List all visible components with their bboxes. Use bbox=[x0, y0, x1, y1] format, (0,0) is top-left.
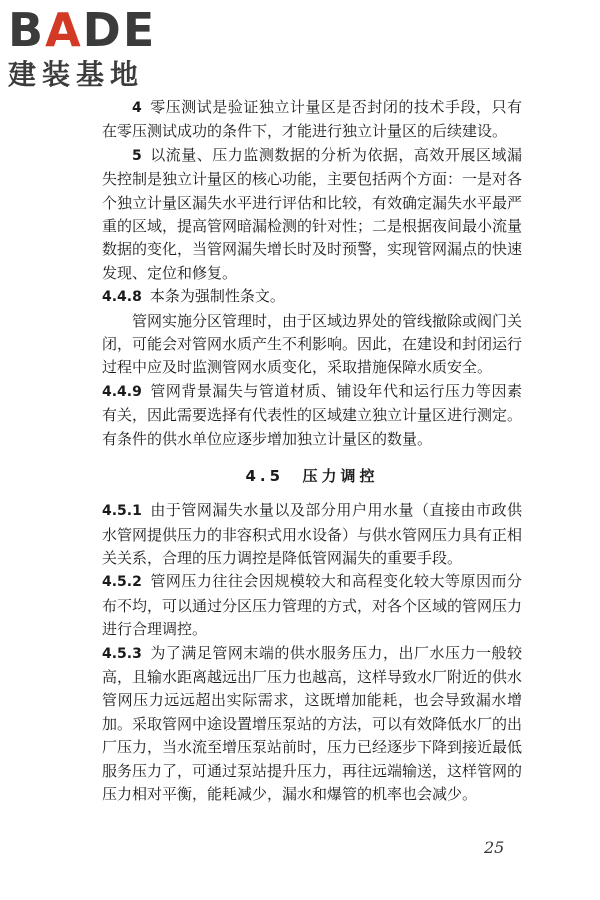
page-number: 25 bbox=[484, 838, 505, 857]
clause-4-4-8: 4.4.8 本条为强制性条文。 bbox=[102, 287, 285, 306]
paragraph-item-5: 5 以流量、压力监测数据的分析为依据，高效开展区域漏失控制是独立计量区的核心功能，主要包括两个方面：一是对各个独立计量区漏失水平进行评估和比较，有效确定漏失水平最严重的区域，提高管网暗漏检测的针对性；二是根据夜间最小流量数据的变化，当管网漏失增长时及时预警，实现管网漏点的快速发现、定位和修复。 bbox=[102, 145, 523, 282]
clause-4-4-9: 4.4.9 管网背景漏失与管道材质、铺设年代和运行压力等因素有关，因此需要选择有代表性的区域建立独立计量区进行测定。有条件的供水单位应逐步增加独立计量区的数量。 bbox=[102, 381, 523, 448]
watermark-brand: BADE bbox=[8, 3, 157, 57]
clause-4-5-3: 4.5.3 为了满足管网末端的供水服务压力，出厂水压力一般较高，且输水距离越远出厂压力也越高，这样导致水厂附近的供水管网压力远远超出实际需求，这既增加能耗，也会导致漏水增加。采取管网中途设置增压泵站的方法，可以有效降低水厂的出厂压力，当水流至增压泵站前时，压力已经逐步下降到接近最低服务压力了，可通过泵站提升压力，再往远端输送，这样管网的压力相对平衡，能耗减少，漏水和爆管的机率也会减少。 bbox=[102, 643, 523, 803]
paragraph-item-4: 4 零压测试是验证独立计量区是否封闭的技术手段，只有在零压测试成功的条件下，才能进行独立计量区的后续建设。 bbox=[102, 98, 522, 141]
watermark-subtitle: 建装基地 bbox=[8, 58, 145, 91]
section-title-text: 压力调控 bbox=[302, 467, 379, 486]
section-heading bbox=[102, 463, 522, 489]
section-number: 4.5 bbox=[245, 467, 285, 486]
document-body bbox=[102, 96, 522, 806]
clause-4-5-2: 4.5.2 管网压力往往会因规模较大和高程变化较大等原因而分布不均，可以通过分区压力管理的方式，对各个区域的管网压力进行合理调控。 bbox=[102, 572, 523, 639]
paragraph-4-4-8-body: 管网实施分区管理时，由于区域边界处的管线撤除或阀门关闭，可能会对管网水质产生不利影响。因此，在建设和封闭运行过程中应及时监测管网水质变化，采取措施保障水质安全。 bbox=[102, 311, 523, 377]
clause-4-5-1: 4.5.1 由于管网漏失水量以及部分用户用水量（直接由市政供水管网提供压力的非容积式用水设备）与供水管网压力具有正相关关系，合理的压力调控是降低管网漏失的重要手段。 bbox=[102, 501, 523, 567]
watermark-logo bbox=[8, 4, 188, 92]
